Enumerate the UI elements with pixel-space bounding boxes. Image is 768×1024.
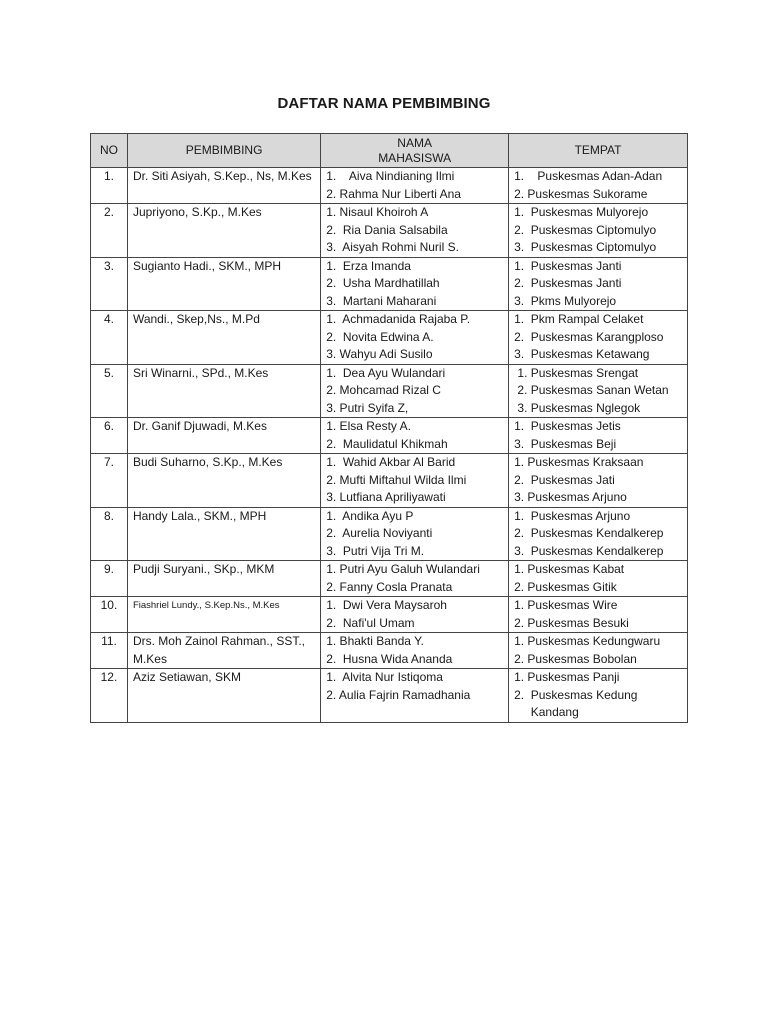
- table-row: [91, 597, 688, 633]
- row-number: 7.: [91, 454, 128, 508]
- tempat-cell: [509, 311, 688, 365]
- mahasiswa-cell: [321, 204, 509, 258]
- mahasiswa-name: 1. Erza Imanda: [326, 258, 411, 273]
- tempat-name: 1. Puskesmas Wire: [514, 598, 618, 612]
- mahasiswa-name: 1. Nisaul Khoiroh A: [326, 205, 429, 219]
- row-number: 9.: [91, 561, 128, 597]
- tempat-name: 1. Puskesmas Janti: [514, 258, 622, 273]
- tempat-name: 3. Puskesmas Beji: [514, 436, 617, 451]
- mahasiswa-cell: [321, 257, 509, 311]
- mahasiswa-cell: [321, 311, 509, 365]
- header-nama-line2: MAHASISWA: [378, 150, 452, 165]
- table-row: [91, 418, 688, 454]
- row-number: 3.: [91, 257, 128, 311]
- row-number: 5.: [91, 364, 128, 418]
- tempat-name: 1. Puskesmas Kabat: [514, 562, 625, 576]
- mahasiswa-name: 2. Novita Edwina A.: [326, 329, 434, 344]
- mahasiswa-name: 2. Nafi'ul Umam: [326, 615, 415, 630]
- mahasiswa-name: 1. Aiva Nindianing Ilmi: [326, 169, 455, 183]
- mahasiswa-name: 1. Achmadanida Rajaba P.: [326, 312, 471, 326]
- table-row: [91, 561, 688, 597]
- table-row: [91, 454, 688, 508]
- tempat-name: 2. Puskesmas Ciptomulyo: [514, 222, 657, 237]
- row-number: 6.: [91, 418, 128, 454]
- mahasiswa-cell: [321, 507, 509, 561]
- mahasiswa-name: 2. Aurelia Noviyanti: [326, 526, 433, 540]
- mahasiswa-cell: [321, 597, 509, 633]
- mahasiswa-name: 3. Lutfiana Apriliyawati: [326, 490, 446, 504]
- pembimbing-name: Fiashriel Lundy., S.Kep.Ns., M.Kes: [127, 597, 320, 633]
- pembimbing-name: Handy Lala., SKM., MPH: [127, 507, 320, 561]
- tempat-name: 2. Puskesmas Sanan Wetan: [514, 383, 669, 397]
- tempat-cell: [509, 418, 688, 454]
- table-row: [91, 168, 688, 204]
- pembimbing-table: [90, 133, 688, 723]
- header-nama-mahasiswa: [321, 134, 509, 168]
- mahasiswa-cell: [321, 454, 509, 508]
- mahasiswa-name: 1. Wahid Akbar Al Barid: [326, 455, 456, 469]
- pembimbing-name: Sri Winarni., SPd., M.Kes: [127, 364, 320, 418]
- pembimbing-name: Budi Suharno, S.Kp., M.Kes: [127, 454, 320, 508]
- tempat-cell: [509, 597, 688, 633]
- tempat-name: 1. Puskesmas Panji: [514, 670, 620, 684]
- tempat-name: 3. Puskesmas Nglegok: [514, 400, 641, 415]
- mahasiswa-name: 3. Martani Maharani: [326, 293, 437, 308]
- tempat-name: 1. Puskesmas Arjuno: [514, 508, 631, 523]
- mahasiswa-name: 1. Alvita Nur Istiqoma: [326, 670, 443, 684]
- mahasiswa-name: 3. Putri Vija Tri M.: [326, 543, 425, 558]
- tempat-name: 1. Puskesmas Adan-Adan: [514, 169, 663, 183]
- mahasiswa-name: 2. Mufti Miftahul Wilda Ilmi: [326, 472, 467, 487]
- tempat-name: 3. Puskesmas Ciptomulyo: [514, 240, 657, 254]
- mahasiswa-name: 2. Ria Dania Salsabila: [326, 222, 448, 237]
- pembimbing-name: Aziz Setiawan, SKM: [127, 669, 320, 723]
- tempat-name: 2. Puskesmas Kedung Kandang: [514, 687, 638, 719]
- mahasiswa-name: 2. Maulidatul Khikmah: [326, 436, 448, 451]
- pembimbing-name: Drs. Moh Zainol Rahman., SST., M.Kes: [127, 633, 320, 669]
- table-row: [91, 669, 688, 723]
- header-pembimbing: PEMBIMBING: [127, 134, 320, 168]
- tempat-cell: [509, 168, 688, 204]
- tempat-cell: [509, 561, 688, 597]
- row-number: 2.: [91, 204, 128, 258]
- mahasiswa-name: 1. Dea Ayu Wulandari: [326, 365, 446, 380]
- mahasiswa-cell: [321, 633, 509, 669]
- row-number: 10.: [91, 597, 128, 633]
- mahasiswa-name: 2. Usha Mardhatillah: [326, 276, 440, 290]
- tempat-cell: [509, 204, 688, 258]
- tempat-name: 2. Puskesmas Karangploso: [514, 329, 664, 344]
- tempat-cell: [509, 507, 688, 561]
- mahasiswa-name: 1. Dwi Vera Maysaroh: [326, 598, 447, 612]
- mahasiswa-cell: [321, 364, 509, 418]
- table-header-row: [91, 134, 688, 168]
- tempat-name: 2. Puskesmas Bobolan: [514, 651, 637, 666]
- table-row: [91, 507, 688, 561]
- table-row: [91, 364, 688, 418]
- pembimbing-name: Sugianto Hadi., SKM., MPH: [127, 257, 320, 311]
- table-row: [91, 633, 688, 669]
- tempat-cell: [509, 633, 688, 669]
- pembimbing-name: Jupriyono, S.Kp., M.Kes: [127, 204, 320, 258]
- mahasiswa-name: 3. Aisyah Rohmi Nuril S.: [326, 240, 459, 254]
- header-tempat: TEMPAT: [509, 134, 688, 168]
- row-number: 8.: [91, 507, 128, 561]
- tempat-name: 2. Puskesmas Jati: [514, 472, 615, 487]
- tempat-name: 1. Puskesmas Kraksaan: [514, 455, 644, 469]
- document-title: DAFTAR NAMA PEMBIMBING: [277, 95, 491, 112]
- tempat-cell: [509, 454, 688, 508]
- table-row: [91, 257, 688, 311]
- tempat-cell: [509, 669, 688, 723]
- mahasiswa-name: 1. Andika Ayu P: [326, 508, 414, 523]
- mahasiswa-name: 2. Husna Wida Ananda: [326, 651, 453, 666]
- tempat-name: 2. Puskesmas Janti: [514, 276, 622, 290]
- header-nama-line1: NAMA: [397, 135, 432, 150]
- tempat-name: 1. Puskesmas Kedungwaru: [514, 634, 661, 648]
- mahasiswa-name: 2. Rahma Nur Liberti Ana: [326, 186, 461, 201]
- mahasiswa-cell: [321, 168, 509, 204]
- mahasiswa-name: 2. Aulia Fajrin Ramadhania: [326, 687, 471, 702]
- tempat-name: 2. Puskesmas Sukorame: [514, 186, 648, 201]
- mahasiswa-name: 2. Mohcamad Rizal C: [326, 383, 441, 397]
- mahasiswa-cell: [321, 561, 509, 597]
- tempat-name: 1. Puskesmas Jetis: [514, 419, 621, 433]
- tempat-name: 2. Puskesmas Besuki: [514, 615, 629, 630]
- tempat-name: 2. Puskesmas Kendalkerep: [514, 526, 664, 540]
- row-number: 11.: [91, 633, 128, 669]
- table-row: [91, 311, 688, 365]
- pembimbing-name: Pudji Suryani., SKp., MKM: [127, 561, 320, 597]
- mahasiswa-name: 2. Fanny Cosla Pranata: [326, 579, 453, 594]
- row-number: 4.: [91, 311, 128, 365]
- table-row: [91, 204, 688, 258]
- tempat-name: 3. Puskesmas Ketawang: [514, 347, 650, 361]
- tempat-name: 3. Pkms Mulyorejo: [514, 293, 617, 308]
- tempat-name: 1. Puskesmas Mulyorejo: [514, 205, 649, 219]
- tempat-name: 3. Puskesmas Kendalkerep: [514, 543, 664, 558]
- mahasiswa-name: 3. Putri Syifa Z,: [326, 400, 409, 415]
- header-no: NO: [91, 134, 128, 168]
- pembimbing-name: Dr. Siti Asiyah, S.Kep., Ns, M.Kes: [127, 168, 320, 204]
- mahasiswa-name: 1. Bhakti Banda Y.: [326, 634, 424, 648]
- mahasiswa-cell: [321, 418, 509, 454]
- pembimbing-name: Wandi., Skep,Ns., M.Pd: [127, 311, 320, 365]
- tempat-cell: [509, 257, 688, 311]
- tempat-cell: [509, 364, 688, 418]
- mahasiswa-cell: [321, 669, 509, 723]
- row-number: 12.: [91, 669, 128, 723]
- table-body: [91, 168, 688, 723]
- tempat-name: 3. Puskesmas Arjuno: [514, 490, 627, 504]
- mahasiswa-name: 1. Putri Ayu Galuh Wulandari: [326, 562, 480, 576]
- tempat-name: 1. Puskesmas Srengat: [514, 365, 639, 380]
- tempat-name: 2. Puskesmas Gitik: [514, 579, 617, 594]
- row-number: 1.: [91, 168, 128, 204]
- tempat-name: 1. Pkm Rampal Celaket: [514, 312, 644, 326]
- pembimbing-name: Dr. Ganif Djuwadi, M.Kes: [127, 418, 320, 454]
- mahasiswa-name: 1. Elsa Resty A.: [326, 419, 411, 433]
- mahasiswa-name: 3. Wahyu Adi Susilo: [326, 347, 433, 361]
